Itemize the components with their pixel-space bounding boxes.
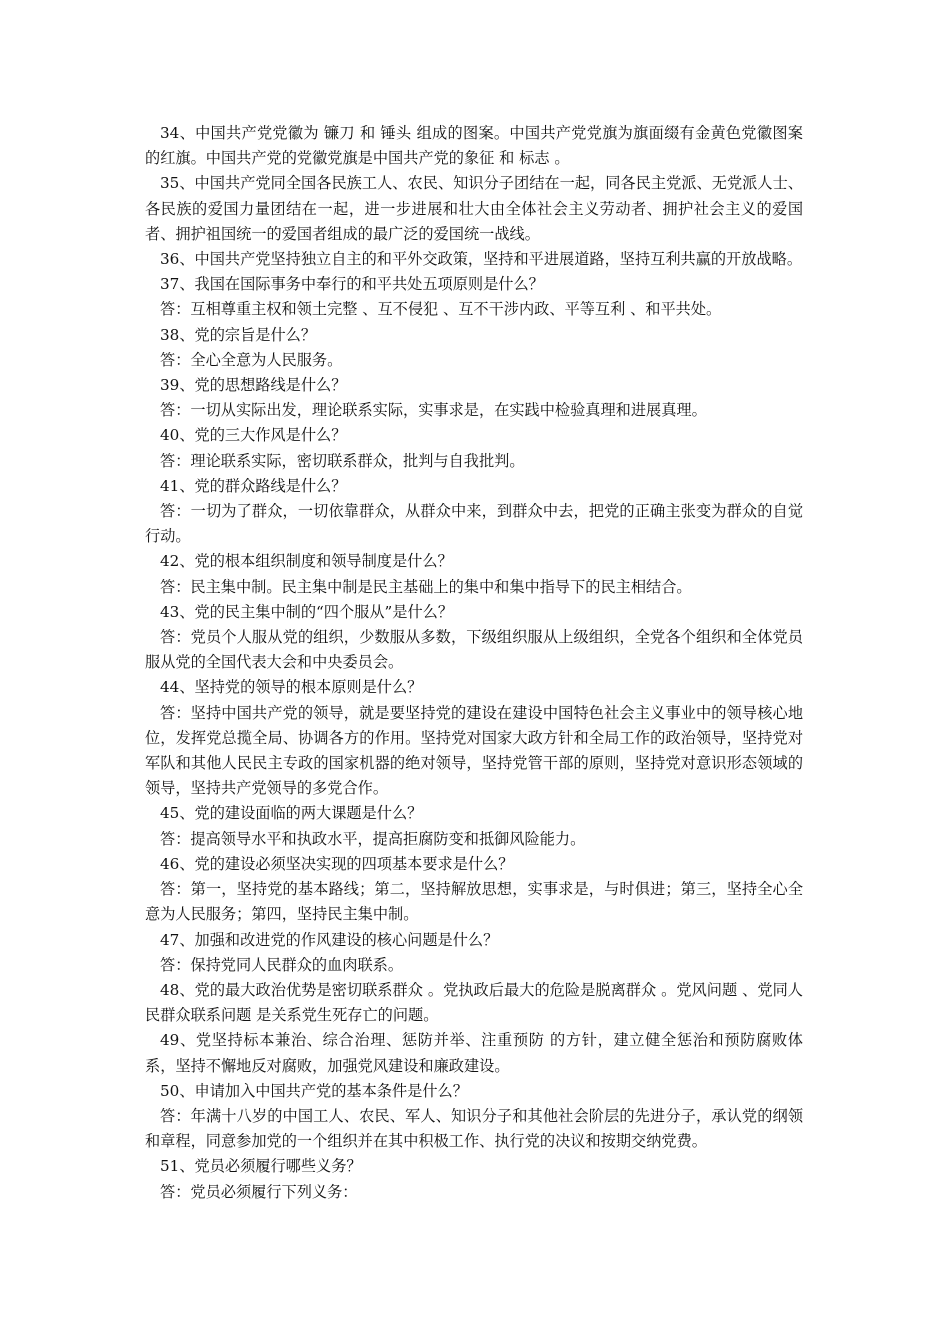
- answer-38: 答：全心全意为人民服务。: [160, 350, 343, 369]
- question-39: 39、党的思想路线是什么？: [160, 376, 347, 395]
- answer-43: 答：党员个人服从党的组织，少数服从多数，下级组织服从上级组织，全党各个组织和全体党员服从党的全国代表大会和中央委员会。: [145, 628, 803, 672]
- question-50: 50、申请加入中国共产党的基本条件是什么？: [160, 1081, 468, 1100]
- answer-39: 答：一切从实际出发，理论联系实际，实事求是，在实践中检验真理和进展真理。: [160, 401, 707, 420]
- question-46: 46、党的建设必须坚决实现的四项基本要求是什么？: [160, 854, 514, 873]
- question-51: 51、党员必须履行哪些义务？: [160, 1157, 362, 1176]
- answer-46: 答：第一，坚持党的基本路线；第二，坚持解放思想，实事求是，与时俱进；第三，坚持全心全意为人民服务；第四，坚持民主集中制。: [145, 880, 803, 924]
- answer-50: 答：年满十八岁的中国工人、农民、军人、知识分子和其他社会阶层的先进分子，承认党的纲领和章程，同意参加党的一个组织并在其中积极工作、执行党的决议和按期交纳党费。: [145, 1106, 803, 1151]
- question-43: 43、党的民主集中制的“四个服从”是什么？: [160, 602, 454, 621]
- answer-37: 答：互相尊重主权和领土完整 、互不侵犯 、互不干涉内政、平等互利 、和平共处。: [160, 300, 722, 319]
- answer-44: 答：坚持中国共产党的领导，就是要坚持党的建设在建设中国特色社会主义事业中的领导核心地位，发挥党总揽全局、协调各方的作用。坚持党对国家大政方针和全局工作的政治领导，坚持党对军队和其他人民民主专政的国家机器的绝对领导，坚持党管干部的原则，坚持党对意识形态领域的领导，坚持共产党领导的多党合作。: [145, 703, 803, 798]
- answer-42: 答：民主集中制。民主集中制是民主基础上的集中和集中指导下的民主相结合。: [160, 577, 692, 596]
- answer-45: 答：提高领导水平和执政水平，提高拒腐防变和抵御风险能力。: [160, 829, 586, 848]
- answer-40: 答：理论联系实际，密切联系群众，批判与自我批判。: [160, 451, 525, 470]
- answer-41: 答：一切为了群众，一切依靠群众，从群众中来，到群众中去，把党的正确主张变为群众的自觉行动。: [145, 502, 803, 546]
- paragraph-q49: 49、党坚持标本兼治、综合治理、惩防并举、注重预防 的方针，建立健全惩治和预防腐败体系，坚持不懈地反对腐败，加强党风建设和廉政建设。: [145, 1031, 803, 1075]
- paragraph-q36: 36、中国共产党坚持独立自主的和平外交政策，坚持和平进展道路，坚持互利共赢的开放战略。: [160, 250, 803, 269]
- question-45: 45、党的建设面临的两大课题是什么？: [160, 804, 423, 823]
- answer-47: 答：保持党同人民群众的血肉联系。: [160, 955, 403, 974]
- question-38: 38、党的宗旨是什么？: [160, 325, 317, 344]
- question-41: 41、党的群众路线是什么？: [160, 476, 347, 495]
- question-37: 37、我国在国际事务中奉行的和平共处五项原则是什么？: [160, 275, 544, 294]
- question-40: 40、党的三大作风是什么？: [160, 426, 347, 445]
- question-47: 47、加强和改进党的作风建设的核心问题是什么？: [160, 930, 499, 949]
- paragraph-q48: 48、党的最大政治优势是密切联系群众 。党执政后最大的危险是脱离群众 。党风问题 、党同人民群众联系问题 是关系党生死存亡的问题。: [145, 980, 803, 1025]
- paragraph-q35: 35、中国共产党同全国各民族工人、农民、知识分子团结在一起，同各民主党派、无党派人士、各民族的爱国力量团结在一起，进一步进展和壮大由全体社会主义劳动者、拥护社会主义的爱国者、拥护祖国统一的爱国者组成的最广泛的爱国统一战线。: [145, 174, 803, 243]
- document-body: [145, 121, 803, 1205]
- question-42: 42、党的根本组织制度和领导制度是什么？: [160, 552, 453, 571]
- answer-51: 答：党员必须履行下列义务：: [160, 1182, 358, 1201]
- question-44: 44、坚持党的领导的根本原则是什么？: [160, 678, 423, 697]
- paragraph-q34: 34、中国共产党党徽为 镰刀 和 锤头 组成的图案。中国共产党党旗为旗面缀有金黄色党徽图案 的红旗。中国共产党的党徽党旗是中国共产党的象征 和 标志 。: [145, 124, 803, 168]
